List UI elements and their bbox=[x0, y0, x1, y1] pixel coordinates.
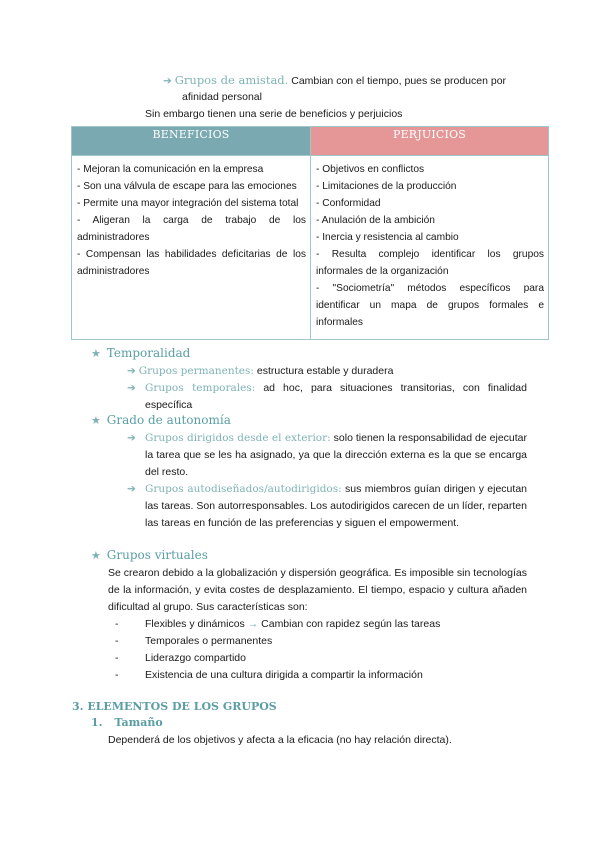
self-directed-item bbox=[127, 481, 527, 532]
benefit-item: - Mejoran la comunicación en la empresa bbox=[77, 164, 264, 175]
benefit-item: - Aligeran la carga de trabajo de los administradores bbox=[77, 215, 306, 243]
harm-item: - Conformidad bbox=[316, 198, 381, 209]
externally-directed-term: Grupos dirigidos desde el exterior: bbox=[145, 432, 331, 444]
friendship-groups-item bbox=[163, 72, 528, 90]
list-item-text: Cambian con rapidez según las tareas bbox=[261, 618, 441, 630]
permanent-groups-item bbox=[127, 363, 527, 380]
list-item bbox=[114, 616, 527, 633]
temporality-title: Temporalidad bbox=[106, 346, 191, 360]
harm-item: - Limitaciones de la producción bbox=[316, 181, 457, 192]
benefits-header: BENEFICIOS bbox=[72, 127, 311, 156]
list-item-text: Temporales o permanentes bbox=[145, 635, 273, 647]
autonomy-title: Grado de autonomía bbox=[106, 413, 231, 427]
star-icon: ★ bbox=[91, 415, 101, 427]
arrow-right-icon: ➔ bbox=[127, 483, 136, 495]
permanent-groups-term: Grupos permanentes: bbox=[138, 365, 254, 377]
arrow-right-icon: → bbox=[247, 618, 259, 630]
temporary-groups-text: ad hoc, para situaciones transitorias, con finalidad específica bbox=[145, 382, 527, 411]
list-item-text: Existencia de una cultura dirigida a compartir la información bbox=[145, 669, 423, 681]
temporary-groups-term: Grupos temporales: bbox=[145, 382, 256, 394]
temporality-heading bbox=[91, 346, 190, 360]
harm-item: - Inercia y resistencia al cambio bbox=[316, 232, 459, 243]
arrow-right-icon: ➔ bbox=[127, 382, 136, 394]
autonomy-heading bbox=[91, 413, 231, 427]
harms-cell bbox=[311, 156, 549, 340]
benefit-item: - Permite una mayor integración del sistema total bbox=[77, 198, 299, 209]
friendship-groups-text: Cambian con el tiempo, pues se producen por bbox=[291, 75, 507, 87]
harm-item: - Anulación de la ambición bbox=[316, 215, 435, 226]
subsection-heading bbox=[91, 716, 163, 729]
harms-header: PERJUICIOS bbox=[311, 127, 549, 156]
harm-item: - Objetivos en conflictos bbox=[316, 164, 425, 175]
star-icon: ★ bbox=[91, 348, 101, 360]
virtual-groups-title: Grupos virtuales bbox=[106, 548, 208, 562]
star-icon: ★ bbox=[91, 550, 101, 562]
list-item bbox=[114, 650, 527, 667]
virtual-groups-list bbox=[114, 616, 527, 684]
list-item bbox=[114, 633, 527, 650]
benefits-harms-table bbox=[71, 126, 549, 340]
friendship-groups-text-cont: afinidad personal bbox=[182, 91, 262, 103]
externally-directed-item bbox=[127, 430, 527, 481]
permanent-groups-text: estructura estable y duradera bbox=[256, 365, 394, 377]
arrow-right-icon: ➔ bbox=[127, 432, 136, 444]
self-directed-term: Grupos autodiseñados/autodirigidos: bbox=[145, 483, 342, 495]
list-item-text: Liderazgo compartido bbox=[145, 652, 246, 664]
list-item bbox=[114, 667, 527, 684]
benefit-item: - Son una válvula de escape para las emociones bbox=[77, 181, 297, 192]
externally-directed-text: solo tienen la responsabilidad de ejecutar la tarea que se les ha asignado, ya que la dirección externa es la que se encarga del resto. bbox=[145, 432, 528, 478]
list-item-text: Flexibles y dinámicos bbox=[145, 618, 245, 630]
arrow-right-icon: ➔ bbox=[127, 365, 136, 377]
arrow-right-icon: ➔ bbox=[163, 75, 172, 87]
self-directed-text: sus miembros guían dirigen y ejecutan las tareas. Son autorresponsables. Los autodirigidos carecen de un líder, reparten las tareas en función de las preferencias y siguen el empowerment. bbox=[145, 483, 527, 529]
subsection-number: 1. bbox=[91, 716, 103, 729]
section-heading: 3. ELEMENTOS DE LOS GRUPOS bbox=[72, 700, 277, 713]
harm-item: - "Sociometría" métodos específicos para identificar un mapa de grupos formales e informales bbox=[316, 283, 544, 328]
benefit-item: - Compensan las habilidades deficitarias de los administradores bbox=[77, 249, 306, 277]
benefits-cell bbox=[72, 156, 311, 340]
size-text: Dependerá de los objetivos y afecta a la eficacia (no hay relación directa). bbox=[108, 734, 452, 746]
harm-item: - Resulta complejo identificar los grupos informales de la organización bbox=[316, 249, 544, 277]
virtual-groups-heading bbox=[91, 548, 208, 562]
benefits-summary: Sin embargo tienen una serie de beneficios y perjuicios bbox=[145, 108, 403, 120]
temporary-groups-item bbox=[127, 380, 527, 414]
subsection-title: Tamaño bbox=[114, 716, 163, 729]
friendship-groups-term: Grupos de amistad. bbox=[174, 73, 289, 87]
virtual-groups-text: Se crearon debido a la globalización y dispersión geográfica. Es imposible sin tecnologías de la información, y evita costes de desplazamiento. El tiempo, espacio y cultura añaden dificultad al grupo. Sus características son: bbox=[108, 567, 527, 613]
